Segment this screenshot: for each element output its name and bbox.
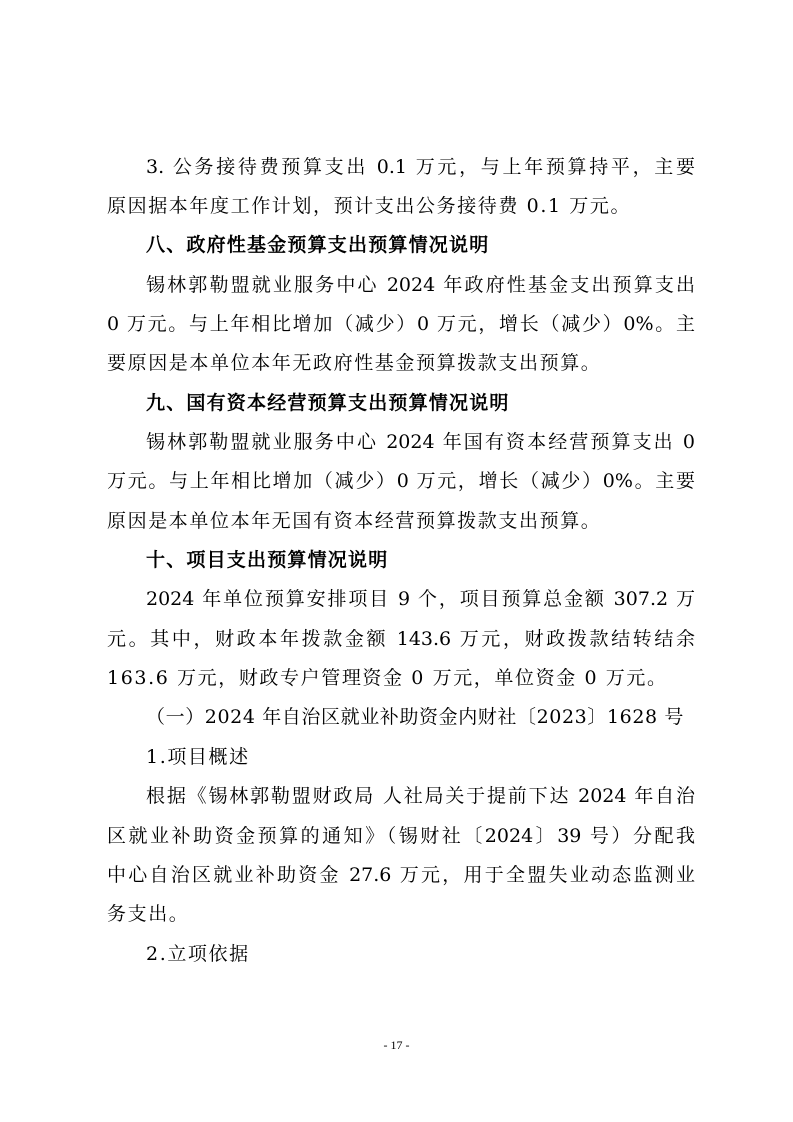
paragraph-line: 3. 公务接待费预算支出 0.1 万元，与上年预算持平，主要 xyxy=(146,156,695,178)
paragraph-line: 原因据本年度工作计划，预计支出公务接待费 0.1 万元。 xyxy=(107,195,632,217)
section-heading: 八、政府性基金预算支出预算情况说明 xyxy=(146,234,490,256)
paragraph-line: 元。其中，财政本年拨款金额 143.6 万元，财政拨款结转结余 xyxy=(107,628,695,650)
paragraph-line: 根据《锡林郭勒盟财政局 人社局关于提前下达 2024 年自治 xyxy=(146,785,695,807)
paragraph-line: 务支出。 xyxy=(107,903,190,925)
page-number: - 17 - xyxy=(383,1038,410,1052)
paragraph-line: 锡林郭勒盟就业服务中心 2024 年政府性基金支出预算支出 xyxy=(146,274,695,296)
subsection-heading: 1.项目概述 xyxy=(146,746,250,768)
section-heading: 十、项目支出预算情况说明 xyxy=(146,549,389,571)
project-title: （一）2024 年自治区就业补助资金内财社〔2023〕1628 号 xyxy=(146,706,684,728)
paragraph-line: 中心自治区就业补助资金 27.6 万元，用于全盟失业动态监测业 xyxy=(107,864,695,886)
paragraph-line: 163.6 万元，财政专户管理资金 0 万元，单位资金 0 万元。 xyxy=(107,667,668,689)
paragraph-line: 原因是本单位本年无国有资本经营预算拨款支出预算。 xyxy=(107,510,602,532)
section-heading: 九、国有资本经营预算支出预算情况说明 xyxy=(146,392,510,414)
paragraph-line: 要原因是本单位本年无政府性基金预算拨款支出预算。 xyxy=(107,352,602,374)
paragraph-line: 0 万元。与上年相比增加（减少）0 万元，增长（减少）0%。主 xyxy=(107,313,695,335)
paragraph-line: 区就业补助资金预算的通知》（锡财社〔2024〕39 号）分配我 xyxy=(107,825,695,847)
paragraph-line: 2024 年单位预算安排项目 9 个，项目预算总金额 307.2 万 xyxy=(146,588,695,610)
paragraph-line: 锡林郭勒盟就业服务中心 2024 年国有资本经营预算支出 0 xyxy=(146,431,695,453)
subsection-heading: 2.立项依据 xyxy=(146,943,250,965)
paragraph-line: 万元。与上年相比增加（减少）0 万元，增长（减少）0%。主要 xyxy=(107,470,695,492)
